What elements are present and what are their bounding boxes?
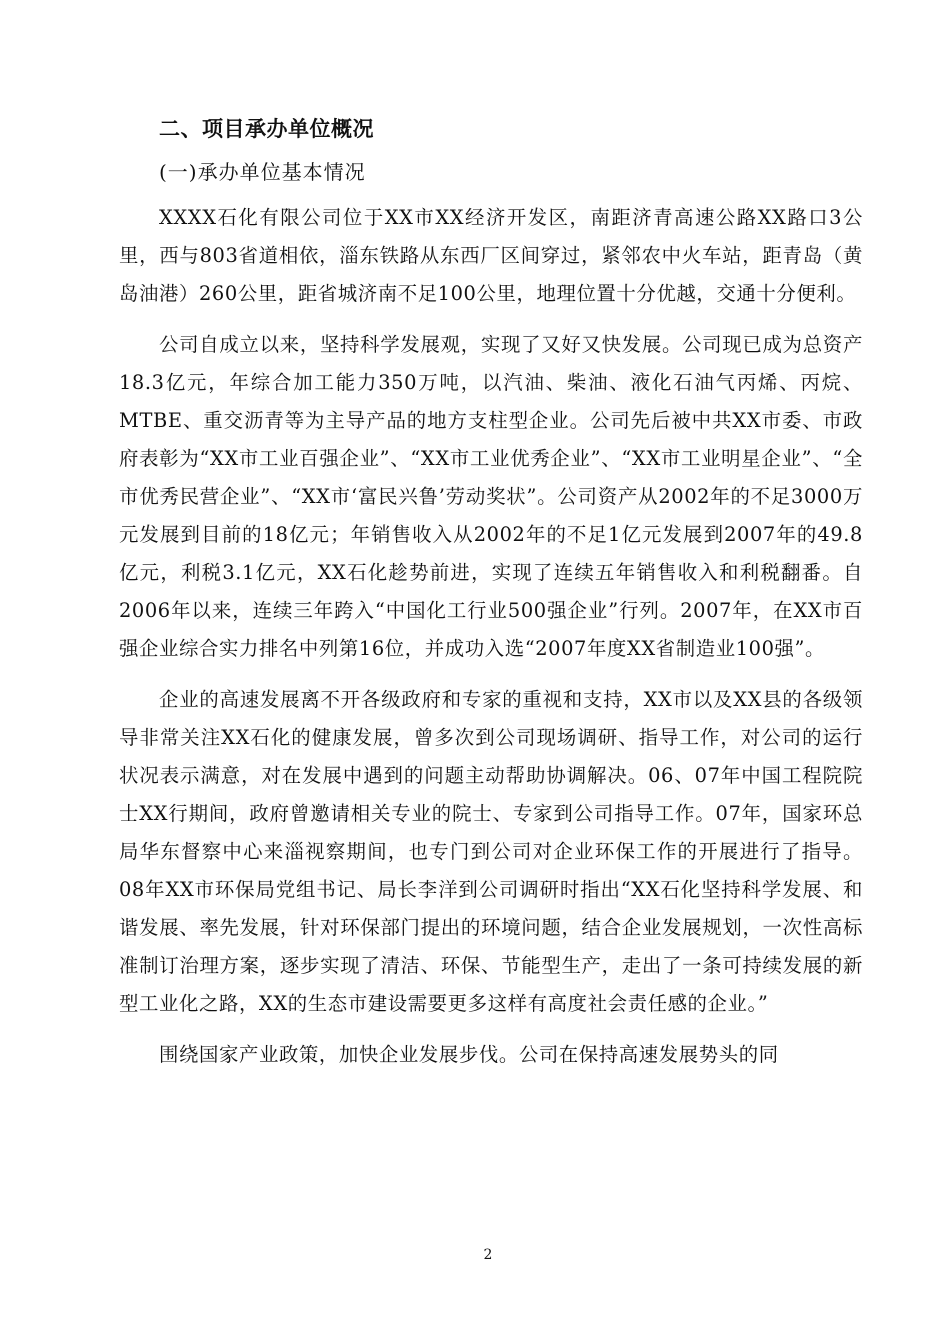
paragraph-industry-policy: 围绕国家产业政策，加快企业发展步伐。公司在保持高速发展势头的同 — [159, 1043, 779, 1066]
document-body — [119, 111, 863, 1087]
paragraph-development: 公司自成立以来，坚持科学发展观，实现了又好又快发展。公司现已成为总资产18.3亿元，年综合加工能力350万吨，以汽油、柴油、液化石油气丙烯、丙烷、MTBE、重交沥青等为主导产品的地方支柱型企业。公司先后被中共XX市委、市政府表彰为“XX市工业百强企业”、“XX市工业优秀企业”、“XX市工业明星企业”、“全市优秀民营企业”、“XX市‘富民兴鲁’劳动奖状”。公司资产从2002年的不足3000万元发展到目前的18亿元；年销售收入从2002年的不足1亿元发展到2007年的49.8亿元，利税3.1亿元，XX石化趁势前进，实现了连续五年销售收入和利税翻番。自2006年以来，连续三年跨入“中国化工行业500强企业”行列。2007年，在XX市百强企业综合实力排名中列第16位，并成功入选“2007年度XX省制造业100强”。 — [119, 333, 863, 660]
subsection-heading: (一)承办单位基本情况 — [159, 160, 366, 184]
section-heading: 二、项目承办单位概况 — [159, 117, 374, 141]
paragraph-location: XXXX石化有限公司位于XX市XX经济开发区，南距济青高速公路XX路口3公里，西与803省道相依，淄东铁路从东西厂区间穿过，紧邻农中火车站，距青岛（黄岛油港）260公里，距省城济南不足100公里，地理位置十分优越，交通十分便利。 — [119, 206, 863, 305]
page-number: 2 — [483, 1247, 493, 1263]
paragraph-government-support: 企业的高速发展离不开各级政府和专家的重视和支持，XX市以及XX县的各级领导非常关注XX石化的健康发展，曾多次到公司现场调研、指导工作，对公司的运行状况表示满意，对在发展中遇到的问题主动帮助协调解决。06、07年中国工程院院士XX行期间，政府曾邀请相关专业的院士、专家到公司指导工作。07年，国家环总局华东督察中心来淄视察期间，也专门到公司对企业环保工作的开展进行了指导。08年XX市环保局党组书记、局长李洋到公司调研时指出“XX石化坚持科学发展、和谐发展、率先发展，针对环保部门提出的环境问题，结合企业发展规划，一次性高标准制订治理方案，逐步实现了清洁、环保、节能型生产，走出了一条可持续发展的新型工业化之路，XX的生态市建设需要更多这样有高度社会责任感的企业。” — [119, 688, 863, 1015]
